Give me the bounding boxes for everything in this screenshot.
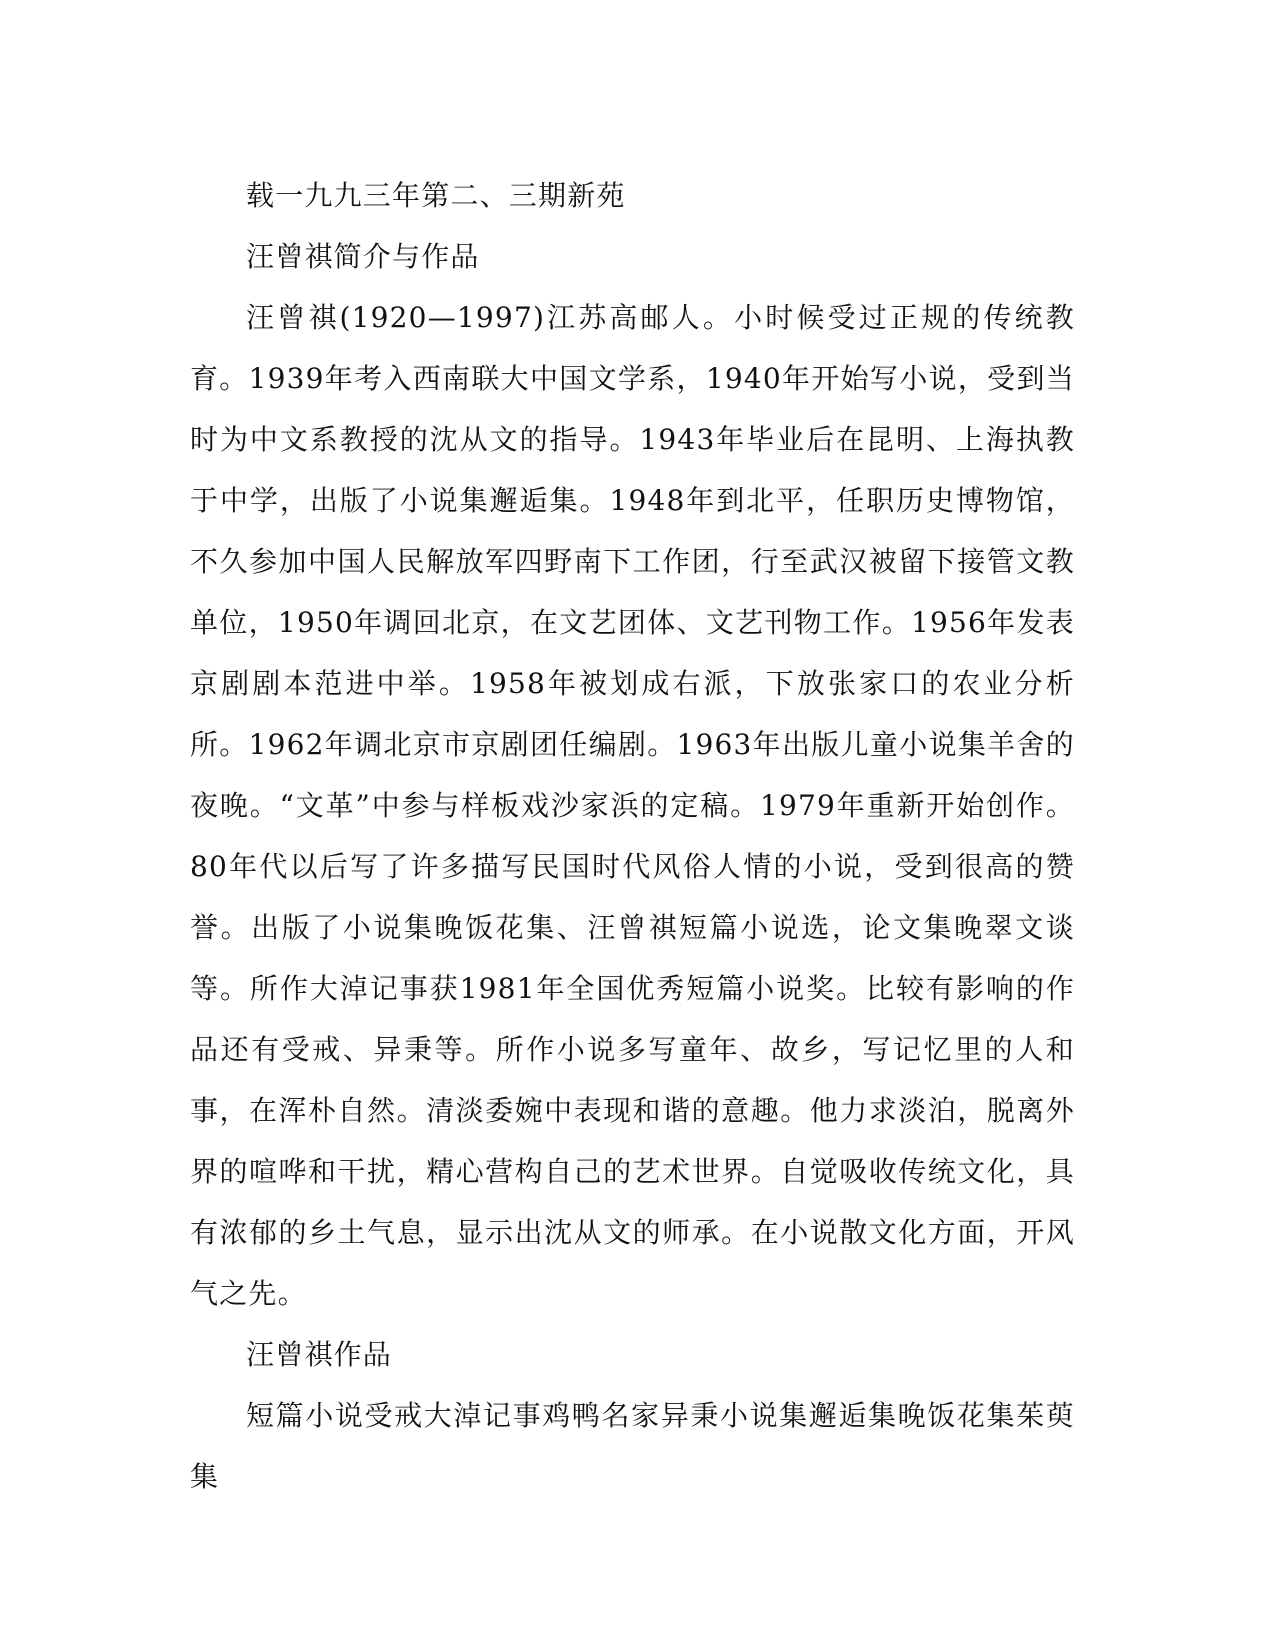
source-note: 载一九九三年第二、三期新苑	[246, 179, 626, 212]
section-heading-biography: 汪曾祺简介与作品	[246, 240, 480, 273]
section-heading-works: 汪曾祺作品	[246, 1338, 393, 1371]
works-list-paragraph: 短篇小说受戒大淖记事鸡鸭名家异秉小说集邂逅集晚饭花集茱萸集	[190, 1399, 1075, 1493]
biography-paragraph: 汪曾祺(1920—1997)江苏高邮人。小时候受过正规的传统教育。1939年考入西南联大中国文学系，1940年开始写小说，受到当时为中文系教授的沈从文的指导。1943年毕业后在昆明、上海执教于中学，出版了小说集邂逅集。1948年到北平，任职历史博物馆，不久参加中国人民解放军四野南下工作团，行至武汉被留下接管文教单位，1950年调回北京，在文艺团体、文艺刊物工作。1956年发表京剧剧本范进中举。1958年被划成右派，下放张家口的农业分析所。1962年调北京市京剧团任编剧。1963年出版儿童小说集羊舍的夜晚。“文革”中参与样板戏沙家浜的定稿。1979年重新开始创作。80年代以后写了许多描写民国时代风俗人情的小说，受到很高的赞誉。出版了小说集晚饭花集、汪曾祺短篇小说选，论文集晚翠文谈等。所作大淖记事获1981年全国优秀短篇小说奖。比较有影响的作品还有受戒、异秉等。所作小说多写童年、故乡，写记忆里的人和事，在浑朴自然。清淡委婉中表现和谐的意趣。他力求淡泊，脱离外界的喧哗和干扰，精心营构自己的艺术世界。自觉吸收传统文化，具有浓郁的乡土气息，显示出沈从文的师承。在小说散文化方面，开风气之先。	[190, 301, 1075, 1310]
document-body	[190, 165, 1075, 1507]
